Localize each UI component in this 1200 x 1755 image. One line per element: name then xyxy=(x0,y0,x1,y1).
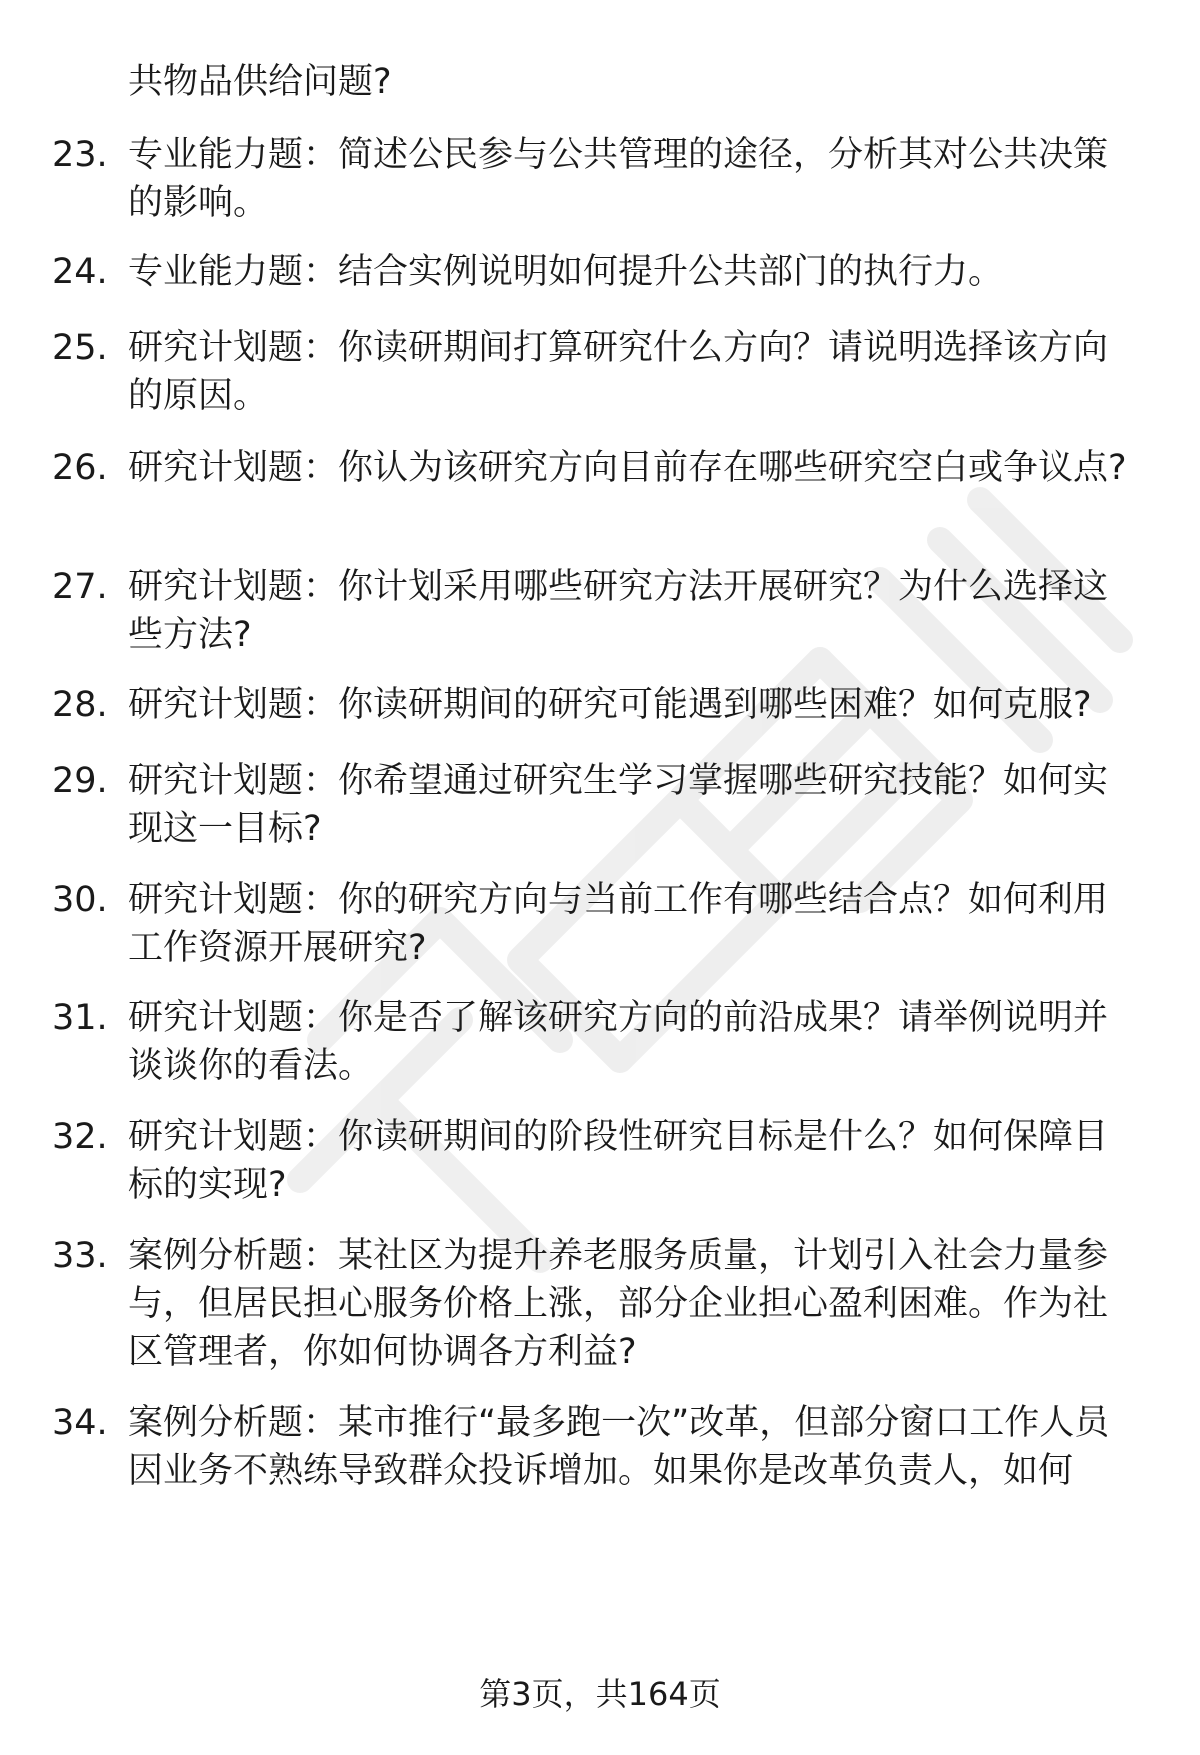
continuation-text: 共物品供给问题? xyxy=(128,62,392,102)
question-text: 研究计划题：你计划采用哪些研究方法开展研究？为什么选择这些方法? xyxy=(128,567,1109,655)
question-text: 研究计划题：你的研究方向与当前工作有哪些结合点？如何利用工作资源开展研究? xyxy=(128,880,1109,968)
question-number: 34. xyxy=(52,1403,108,1443)
question-number: 24. xyxy=(52,252,108,292)
page-footer: 第3页，共164页 xyxy=(479,1675,721,1713)
question-text: 专业能力题：简述公民参与公共管理的途径，分析其对公共决策的影响。 xyxy=(128,135,1109,223)
question-number: 33. xyxy=(52,1236,108,1276)
question-text: 案例分析题：某社区为提升养老服务质量，计划引入社会力量参与，但居民担心服务价格上涨，部分企业担心盈利困难。作为社区管理者，你如何协调各方利益? xyxy=(128,1236,1109,1372)
question-text: 研究计划题：你认为该研究方向目前存在哪些研究空白或争议点? xyxy=(128,448,1127,488)
question-text: 案例分析题：某市推行“最多跑一次”改革，但部分窗口工作人员因业务不熟练导致群众投诉增加。如果你是改革负责人，如何 xyxy=(128,1403,1110,1491)
question-text: 研究计划题：你是否了解该研究方向的前沿成果？请举例说明并谈谈你的看法。 xyxy=(128,998,1109,1086)
question-number: 32. xyxy=(52,1117,108,1157)
question-number: 30. xyxy=(52,880,108,920)
question-number: 23. xyxy=(52,135,108,175)
question-number: 31. xyxy=(52,998,108,1038)
question-text: 研究计划题：你读研期间的研究可能遇到哪些困难？如何克服? xyxy=(128,685,1092,725)
question-text: 研究计划题：你读研期间的阶段性研究目标是什么？如何保障目标的实现? xyxy=(128,1117,1109,1205)
question-text: 专业能力题：结合实例说明如何提升公共部门的执行力。 xyxy=(128,252,1004,292)
question-number: 28. xyxy=(52,685,108,725)
question-number: 29. xyxy=(52,761,108,801)
question-number: 27. xyxy=(52,567,108,607)
question-text: 研究计划题：你希望通过研究生学习掌握哪些研究技能？如何实现这一目标? xyxy=(128,761,1109,849)
question-text: 研究计划题：你读研期间打算研究什么方向？请说明选择该方向的原因。 xyxy=(128,328,1109,416)
question-number: 25. xyxy=(52,328,108,368)
question-number: 26. xyxy=(52,448,108,488)
